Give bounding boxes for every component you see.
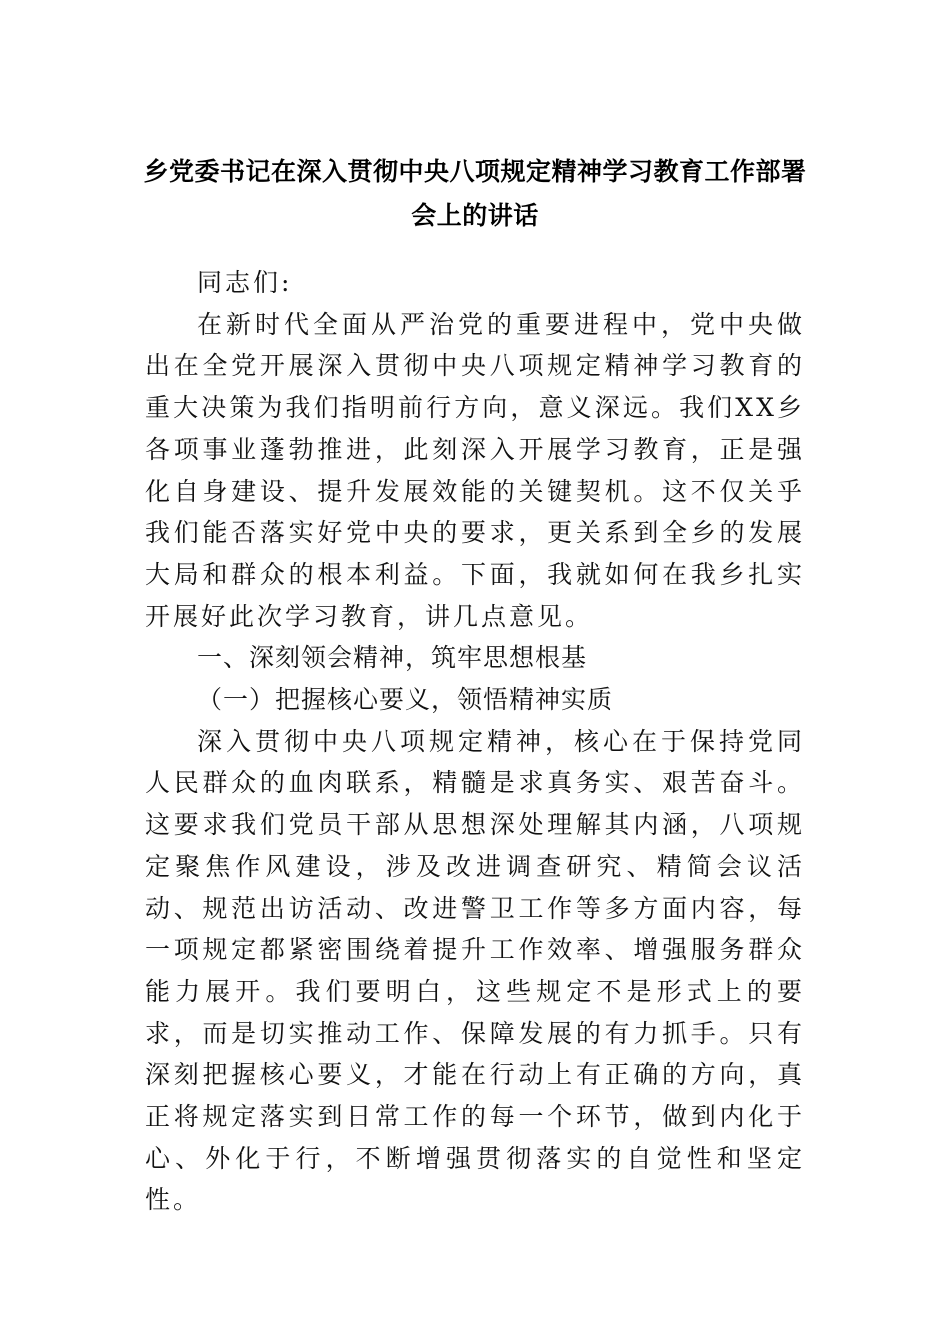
document-body [145,262,805,1221]
subsection-heading: （一）把握核心要义，领悟精神实质 [197,685,614,715]
salutation: 同志们: [197,268,293,297]
section-heading: 一、深刻领会精神，筑牢思想根基 [197,643,588,673]
body-paragraph: 深入贯彻中央八项规定精神，核心在于保持党同人民群众的血肉联系，精髓是求真务实、艰苦奋斗。这要求我们党员干部从思想深处理解其内涵，八项规定聚焦作风建设，涉及改进调查研究、精简会议活动、规范出访活动、改进警卫工作等多方面内容，每一项规定都紧密围绕着提升工作效率、增强服务群众能力展开。我们要明白，这些规定不是形式上的要求，而是切实推动工作、保障发展的有力抓手。只有深刻把握核心要义，才能在行动上有正确的方向，真正将规定落实到日常工作的每一个环节，做到内化于心、外化于行，不断增强贯彻落实的自觉性和坚定性。 [145,726,805,1215]
document-title: 乡党委书记在深入贯彻中央八项规定精神学习教育工作部署会上的讲话 [143,157,807,230]
intro-paragraph: 在新时代全面从严治党的重要进程中，党中央做出在全党开展深入贯彻中央八项规定精神学习教育的重大决策为我们指明前行方向，意义深远。我们XX乡各项事业蓬勃推进，此刻深入开展学习教育，正是强化自身建设、提升发展效能的关键契机。这不仅关乎我们能否落实好党中央的要求，更关系到全乡的发展大局和群众的根本利益。下面，我就如何在我乡扎实开展好此次学习教育，讲几点意见。 [145,309,805,631]
